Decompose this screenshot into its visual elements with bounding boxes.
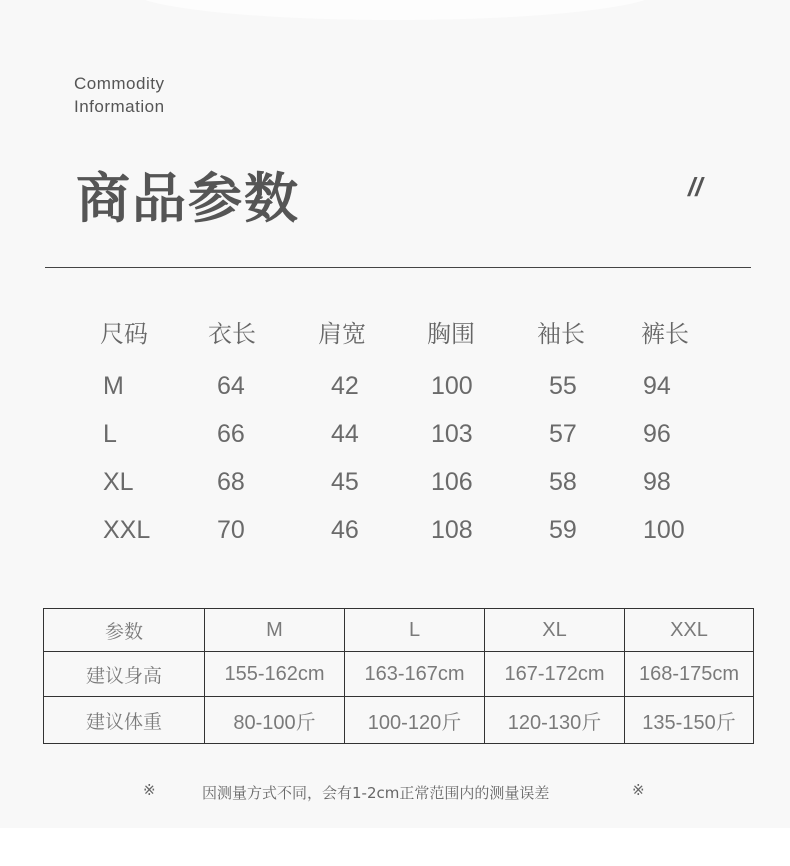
section-eyebrow [74,72,165,118]
cell-shoulder: 42 [331,371,359,400]
reference-mark-left: ※ [143,781,156,799]
cell-length: 66 [217,419,245,448]
header-param: 参数 [44,609,205,652]
row-label-weight: 建议体重 [44,697,205,744]
size-table-header [45,308,751,354]
cell-weight-xxl: 135-150斤 [625,697,754,744]
cell-size: M [103,371,124,400]
cell-shoulder: 46 [331,515,359,544]
size-table [45,308,751,554]
footnote-text: 因测量方式不同，会有1-2cm正常范围内的测量误差 [202,784,550,802]
cell-height-xl: 167-172cm [485,652,625,697]
table-row [45,410,751,458]
reference-table [43,608,754,744]
cell-shoulder: 45 [331,467,359,496]
eyebrow-line-1: Commodity [74,74,165,93]
cell-sleeve: 59 [549,515,577,544]
header-sleeve: 袖长 [537,319,585,348]
table-row [45,506,751,554]
cell-height-m: 155-162cm [205,652,345,697]
cell-length: 70 [217,515,245,544]
cell-size: XXL [103,515,151,544]
cell-length: 68 [217,467,245,496]
header-size: 尺码 [100,319,148,348]
header-length: 衣长 [208,319,256,348]
divider [45,267,751,268]
reference-table-header [44,609,754,652]
eyebrow-line-2: Information [74,97,165,116]
cell-weight-m: 80-100斤 [205,697,345,744]
cell-pants-length: 96 [643,419,671,448]
table-row [45,362,751,410]
reference-mark-right: ※ [632,781,645,799]
cell-length: 64 [217,371,245,400]
bottom-band [0,828,790,866]
cell-sleeve: 57 [549,419,577,448]
cell-size: XL [103,467,134,496]
cell-shoulder: 44 [331,419,359,448]
header-shoulder: 肩宽 [318,319,366,348]
header-size-l: L [345,609,485,652]
cell-weight-xl: 120-130斤 [485,697,625,744]
cell-sleeve: 58 [549,467,577,496]
cell-chest: 103 [431,419,473,448]
table-row [45,458,751,506]
cell-size: L [103,419,117,448]
cell-sleeve: 55 [549,371,577,400]
cell-chest: 108 [431,515,473,544]
header-pants-length: 裤长 [641,319,689,348]
top-arc-decoration [130,0,660,20]
slash-decoration: // [688,172,703,202]
cell-height-l: 163-167cm [345,652,485,697]
table-row [44,652,754,697]
row-label-height: 建议身高 [44,652,205,697]
cell-pants-length: 98 [643,467,671,496]
header-chest: 胸围 [427,319,475,348]
cell-weight-l: 100-120斤 [345,697,485,744]
table-row [44,697,754,744]
footnote [0,781,790,805]
header-size-xxl: XXL [625,609,754,652]
header-size-xl: XL [485,609,625,652]
cell-chest: 106 [431,467,473,496]
page-title: 商品参数 [76,167,300,230]
cell-pants-length: 100 [643,515,685,544]
header-size-m: M [205,609,345,652]
cell-chest: 100 [431,371,473,400]
cell-height-xxl: 168-175cm [625,652,754,697]
cell-pants-length: 94 [643,371,671,400]
